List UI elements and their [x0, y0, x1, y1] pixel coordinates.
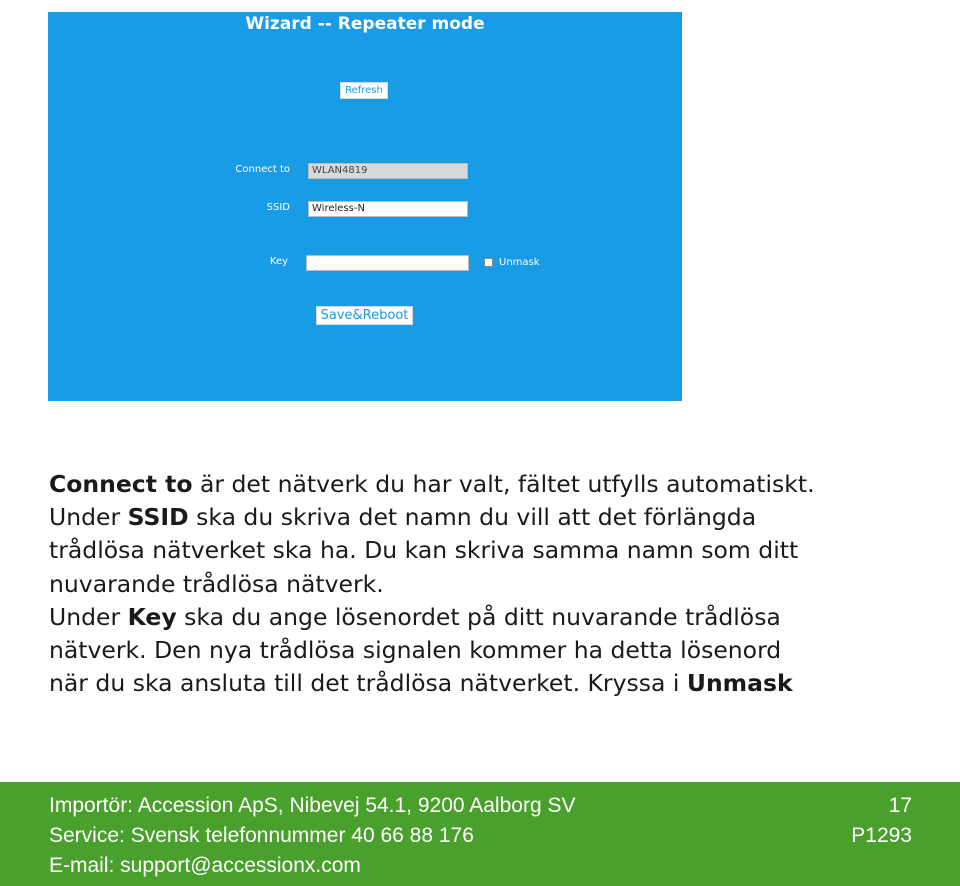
connect-to-term: Connect to: [49, 470, 193, 498]
footer-service: Service: Svensk telefonnummer 40 66 88 176: [49, 824, 474, 847]
product-code: P1293: [851, 824, 912, 847]
text-span: när du ska ansluta till det trådlösa nätverket. Kryssa i: [49, 669, 687, 698]
footer-importer: Importör: Accession ApS, Nibevej 54.1, 9200 Aalborg SV: [49, 794, 576, 817]
ssid-term: SSID: [127, 503, 189, 532]
instructions-text: [49, 468, 929, 700]
text-line: [49, 501, 929, 534]
key-term: Key: [127, 602, 177, 631]
wizard-title: Wizard -- Repeater mode: [245, 14, 485, 34]
save-reboot-button[interactable]: Save&Reboot: [316, 306, 413, 325]
page-number: 17: [888, 794, 912, 817]
text-line: [49, 601, 929, 634]
text-line: [49, 468, 929, 501]
text-span: Under: [49, 503, 128, 532]
ssid-label: SSID: [266, 202, 290, 213]
text-line: trådlösa nätverket ska ha. Du kan skriva samma namn som ditt: [49, 536, 799, 565]
text-line: nuvarande trådlösa nätverk.: [49, 569, 384, 598]
text-span: Under: [49, 602, 128, 631]
text-line: [49, 667, 929, 700]
unmask-term: Unmask: [686, 669, 793, 698]
key-label: Key: [269, 256, 288, 267]
connect-to-field[interactable]: WLAN4819: [308, 163, 468, 179]
text-span: är det nätverk du har valt, fältet utfylls automatiskt.: [192, 470, 815, 498]
ssid-input[interactable]: Wireless-N: [308, 201, 468, 217]
wizard-screenshot: [48, 12, 682, 401]
unmask-label: Unmask: [499, 257, 540, 268]
key-input[interactable]: [306, 255, 469, 271]
text-span: ska du skriva det namn du vill att det förlängda: [188, 503, 757, 532]
connect-to-label: Connect to: [235, 164, 290, 175]
footer-bar: [0, 782, 960, 886]
unmask-checkbox[interactable]: [484, 258, 493, 267]
refresh-button[interactable]: Refresh: [340, 82, 388, 99]
text-span: ska du ange lösenordet på ditt nuvarande trådlösa: [176, 602, 781, 631]
footer-email: E-mail: support@accessionx.com: [49, 854, 361, 877]
text-line: nätverk. Den nya trådlösa signalen kommer ha detta lösenord: [49, 636, 782, 665]
